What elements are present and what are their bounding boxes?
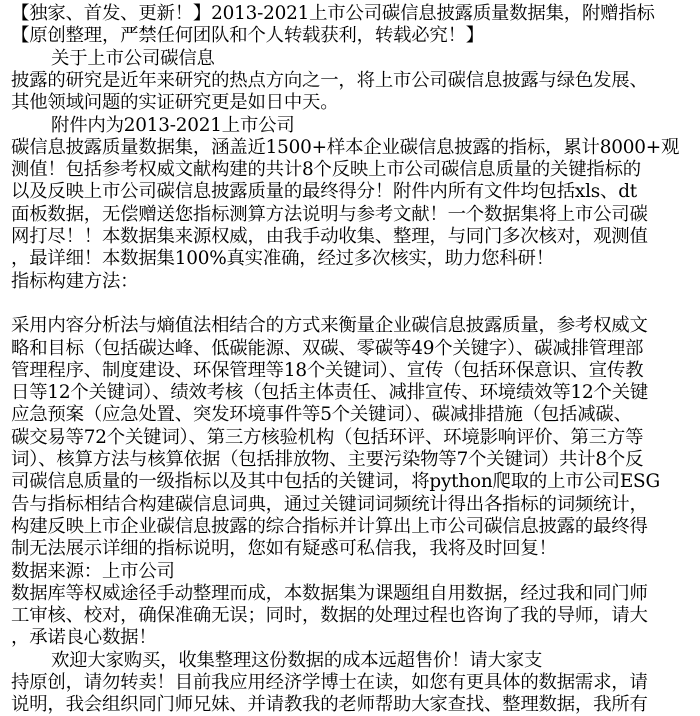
text-line: 日等12个关键词）、绩效考核（包括主体责任、减排宣传、环境绩效等12个关键: [11, 382, 649, 404]
text-line: 关于上市公司碳信息: [51, 47, 215, 69]
text-line: 欢迎大家购买，收集整理这份数据的成本远超售价！请大家支: [51, 649, 543, 671]
text-line: 制无法展示详细的指标说明，您如有疑惑可私信我，我将及时回复！: [11, 538, 557, 560]
text-line: 应急预案（应急处置、突发环境事件等5个关键词）、碳减排措施（包括减碳、: [11, 404, 632, 426]
text-line: 司碳信息质量的一级指标以及其中包括的关键词，将python爬取的上市公司ESG: [11, 471, 660, 493]
text-line: 持原创，请勿转卖！目前我应用经济学博士在读，如您有更具体的数据需求，请: [11, 672, 648, 693]
text-line: ，承诺良心数据！: [11, 627, 157, 649]
text-line: 【独家、首发、更新！】2013-2021上市公司碳信息披露质量数据集，附赠指标: [11, 3, 655, 24]
text-line: 略和目标（包括碳达峰、低碳能源、双碳、零碳等49个关键字）、碳减排管理部: [11, 337, 644, 359]
text-line: 面板数据，无偿赠送您指标测算方法说明与参考文献！一个数据集将上市公司碳: [11, 203, 648, 225]
text-line: 指标构建方法：: [11, 270, 139, 292]
text-line: 说明，我会组织同门师兄妹、并请教我的老师帮助大家查找、整理数据，我所有: [11, 694, 648, 716]
text-line: 采用内容分析法与熵值法相结合的方式来衡量企业碳信息披露质量，参考权威文: [11, 315, 648, 337]
text-line: 附件内为2013-2021上市公司: [51, 114, 295, 136]
text-line: 告与指标相结合构建碳信息词典，通过关键词词频统计得出各指标的词频统计，: [11, 493, 648, 515]
text-line: 其他领域问题的实证研究更是如日中天。: [11, 92, 339, 114]
text-line: 管理程序、制度建设、环保管理等18个关键词）、宣传（包括环保意识、宣传教: [11, 359, 644, 381]
text-line: 数据来源：上市公司: [11, 560, 175, 582]
text-line: 测值！包括参考权威文献构建的共计8个反映上市公司碳信息质量的关键指标的: [11, 159, 641, 181]
text-line: 碳交易等72个关键词）、第三方核验机构（包括环评、环境影响评价、第三方等: [11, 426, 644, 448]
text-line: 数据库等权威途径手动整理而成，本数据集为课题组自用数据，经过我和同门师: [11, 582, 648, 604]
text-line: 以及反映上市公司碳信息披露质量的最终得分！附件内所有文件均包括xls、dt: [11, 181, 637, 203]
text-line: 网打尽！！本数据集来源权威，由我手动收集、整理，与同门多次核对，观测值: [11, 226, 648, 247]
text-line: 碳信息披露质量数据集，涵盖近1500+样本企业碳信息披露的指标，累计8000+观: [11, 136, 680, 158]
text-line: 【原创整理，严禁任何团队和个人转载获利，转载必究！】: [11, 25, 484, 47]
text-line: 构建反映上市企业碳信息披露的综合指标并计算出上市公司碳信息披露的最终得: [11, 515, 648, 537]
text-line: 工审核、校对，确保准确无误；同时，数据的处理过程也咨询了我的导师，请大: [11, 605, 648, 627]
text-line: 披露的研究是近年来研究的热点方向之一，将上市公司碳信息披露与绿色发展、: [11, 69, 648, 91]
text-line: ，最详细！本数据集100%真实准确，经过多次核实，助力您科研！: [11, 248, 554, 270]
text-line: 词）、核算方法与核算依据（包括排放物、主要污染物等7个关键词）共计8个反: [11, 449, 644, 470]
